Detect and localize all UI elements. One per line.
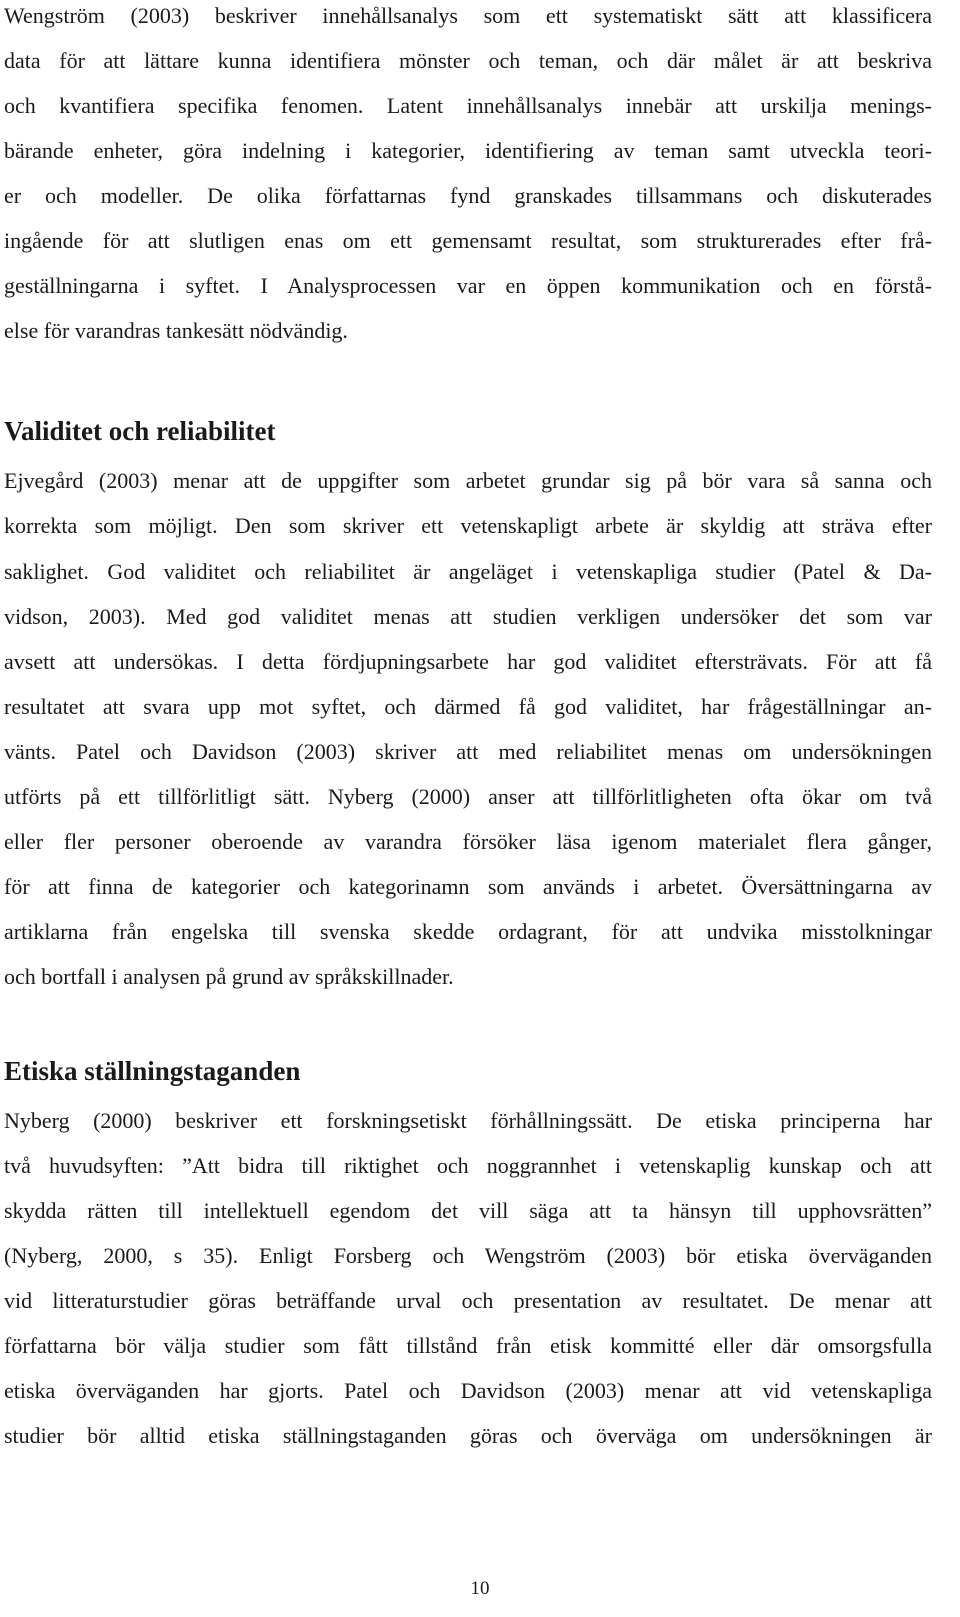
text-line: ingående för att slutligen enas om ett gemensamt resultat, som strukturerades efter frå- [4, 228, 932, 253]
text-line: korrekta som möjligt. Den som skriver ett vetenskapligt arbete är skyldig att sträva efter [4, 513, 932, 538]
text-line: eller fler personer oberoende av varandra försöker läsa igenom materialet flera gånger, [4, 829, 932, 854]
text-line: resultatet att svara upp mot syftet, och därmed få god validitet, har frågeställningar an- [4, 694, 932, 719]
text-line: författarna bör välja studier som fått tillstånd från etisk kommitté eller där omsorgsfulla [4, 1333, 932, 1358]
text-line: Nyberg (2000) beskriver ett forskningsetiskt förhållningssätt. De etiska principerna har [4, 1108, 932, 1133]
text-line: och kvantifiera specifika fenomen. Latent innehållsanalys innebär att urskilja menings- [4, 93, 932, 118]
text-line: vidson, 2003). Med god validitet menas att studien verkligen undersöker det som var [4, 604, 932, 629]
text-line: (Nyberg, 2000, s 35). Enligt Forsberg och Wengström (2003) bör etiska överväganden [4, 1243, 932, 1268]
text-line: bärande enheter, göra indelning i kategorier, identifiering av teman samt utveckla teori- [4, 138, 932, 163]
text-line: saklighet. God validitet och reliabilitet är angeläget i vetenskapliga studier (Patel & Da- [4, 559, 932, 584]
text-line: två huvudsyften: ”Att bidra till riktighet och noggrannhet i vetenskaplig kunskap och att [4, 1153, 932, 1178]
text-line: else för varandras tankesätt nödvändig. [4, 318, 348, 343]
text-line: er och modeller. De olika författarnas fynd granskades tillsammans och diskuterades [4, 183, 932, 208]
text-line: skydda rätten till intellektuell egendom det vill säga att ta hänsyn till upphovsrätten” [4, 1198, 932, 1223]
page-number: 10 [470, 1578, 490, 1599]
text-line: avsett att undersökas. I detta fördjupningsarbete har god validitet eftersträvats. För att få [4, 649, 932, 674]
section-heading-ethics: Etiska ställningstaganden [4, 1056, 301, 1086]
text-line: för att finna de kategorier och kategorinamn som används i arbetet. Översättningarna av [4, 874, 932, 899]
text-line: och bortfall i analysen på grund av språkskillnader. [4, 964, 454, 989]
text-line: Wengström (2003) beskriver innehållsanalys som ett systematiskt sätt att klassificera [4, 3, 932, 28]
text-line: artiklarna från engelska till svenska skedde ordagrant, för att undvika misstolkningar [4, 919, 932, 944]
text-line: etiska överväganden har gjorts. Patel och Davidson (2003) menar att vid vetenskapliga [4, 1378, 932, 1403]
section-heading-validity: Validitet och reliabilitet [4, 416, 276, 446]
text-line: geställningarna i syftet. I Analysprocessen var en öppen kommunikation och en förstå- [4, 273, 932, 298]
text-line: Ejvegård (2003) menar att de uppgifter som arbetet grundar sig på bör vara så sanna och [4, 468, 932, 493]
text-line: data för att lättare kunna identifiera mönster och teman, och där målet är att beskriva [4, 48, 932, 73]
text-line: vänts. Patel och Davidson (2003) skriver att med reliabilitet menas om undersökningen [4, 739, 932, 764]
text-line: studier bör alltid etiska ställningstaganden göras och överväga om undersökningen är [4, 1423, 932, 1448]
text-line: vid litteraturstudier göras beträffande urval och presentation av resultatet. De menar att [4, 1288, 932, 1313]
text-line: utförts på ett tillförlitligt sätt. Nyberg (2000) anser att tillförlitligheten ofta ökar om två [4, 784, 932, 809]
